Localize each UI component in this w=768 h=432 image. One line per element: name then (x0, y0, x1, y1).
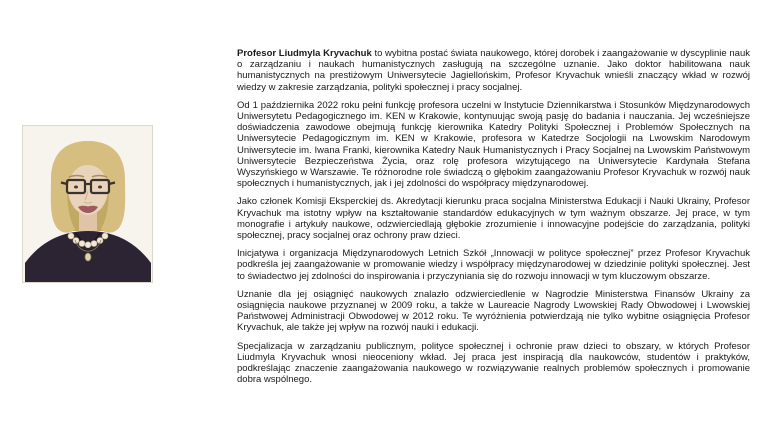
bio-paragraph-1-text: to wybitna postać świata naukowego, której dorobek i zaangażowanie w dyscyplinie nauk o zarządzaniu i naukach humanistycznych zasługują na szczególne uznanie. Jako doktor habilitowana nauk humanistycznych na prestiżowym Uniwersytecie Jagiellońskim, Profesor Kryvachuk wnieśli znaczący wkład w rozwój wiedzy w zakresie zarządzania, polityki społecznej i pracy socjalnej. (237, 48, 750, 93)
biography-text (237, 48, 750, 392)
pendant (85, 253, 91, 261)
bio-paragraph-2: Od 1 października 2022 roku pełni funkcję profesora uczelni w Instytucie Dziennikarstwa i Stosunków Międzynarodowych Uniwersytetu Pedagogicznego im. KEN w Krakowie, kontynuując swoją pasję do badania i nauczania. Jej wcześniejsze doświadczenia zawodowe obejmują funkcję kierownika Katedry Polityki Społecznej i Problemów Społecznych na Uniwersytecie Pedagogicznym im. KEN w Krakowie, profesora w Katedrze Socjologii na Lwowskim Narodowym Uniwersytecie im. Iwana Franki, kierownika Katedry Nauk Humanistycznych i Pracy Socjalnej na Lwowskim Państwowym Uniwersytecie Bezpieczeństwa Życia, oraz rolę profesora wizytującego na Uniwersytecie Kardynała Stefana Wyszyńskiego w Warszawie. Te różnorodne role świadczą o głębokim zaangażowaniu Profesor Kryvachuk w rozwój nauk społecznych i humanistycznych, jak i jej zdolności do współpracy międzynarodowej. (237, 99, 750, 190)
bio-paragraph-1 (237, 48, 750, 93)
bio-paragraph-6: Specjalizacja w zarządzaniu publicznym, polityce społecznej i ochronie praw dzieci to obszary, w których Profesor Liudmyla Kryvachuk wnosi nieoceniony wkład. Jej praca jest inspiracją dla naukowców, studentów i praktyków, podkreślając znaczenie zaangażowania naukowego w rozwiązywanie realnych problemów społecznych i promowanie dobra wspólnego. (237, 340, 750, 386)
bio-paragraph-5: Uznanie dla jej osiągnięć naukowych znalazło odzwierciedlenie w Nagrodzie Ministerstwa Finansów Ukrainy za osiągnięcia naukowe przyznanej w 2009 roku, a także w Laureacie Nagrody Lwowskiej Rady Obwodowej i Lwowskiej Państwowej Administracji Obwodowej w 2012 roku. Te wyróżnienia potwierdzają nie tylko wybitne osiągnięcia Profesor Kryvachuk, ale także jej wpływ na rozwój nauki i edukacji. (237, 288, 750, 334)
portrait-photo (22, 125, 153, 283)
bio-paragraph-4: Inicjatywa i organizacja Międzynarodowych Letnich Szkół „Innowacji w polityce społecznej” przez Profesor Kryvachuk podkreśla jej zaangażowanie w promowanie wiedzy i współpracy międzynarodowej w dziedzinie polityki społecznej. Jest to świadectwo jej zdolności do inspirowania i przyczyniania się do rozwoju innowacji w tym kluczowym obszarze. (237, 248, 750, 282)
bio-paragraph-3: Jako członek Komisji Eksperckiej ds. Akredytacji kierunku praca socjalna Ministerstwa Edukacji i Nauki Ukrainy, Profesor Kryvachuk ma istotny wpływ na kształtowanie standardów edukacyjnych w tym ważnym obszarze. Jej prace, w tym monografie i artykuły naukowe, odzwierciedlają głębokie zrozumienie i innowacyjne podejście do zarządzania, polityki społecznej, pracy socjalnej oraz ochrony praw dzieci. (237, 196, 750, 242)
portrait-illustration (22, 125, 153, 283)
subject-name: Profesor Liudmyla Kryvachuk (237, 48, 372, 59)
